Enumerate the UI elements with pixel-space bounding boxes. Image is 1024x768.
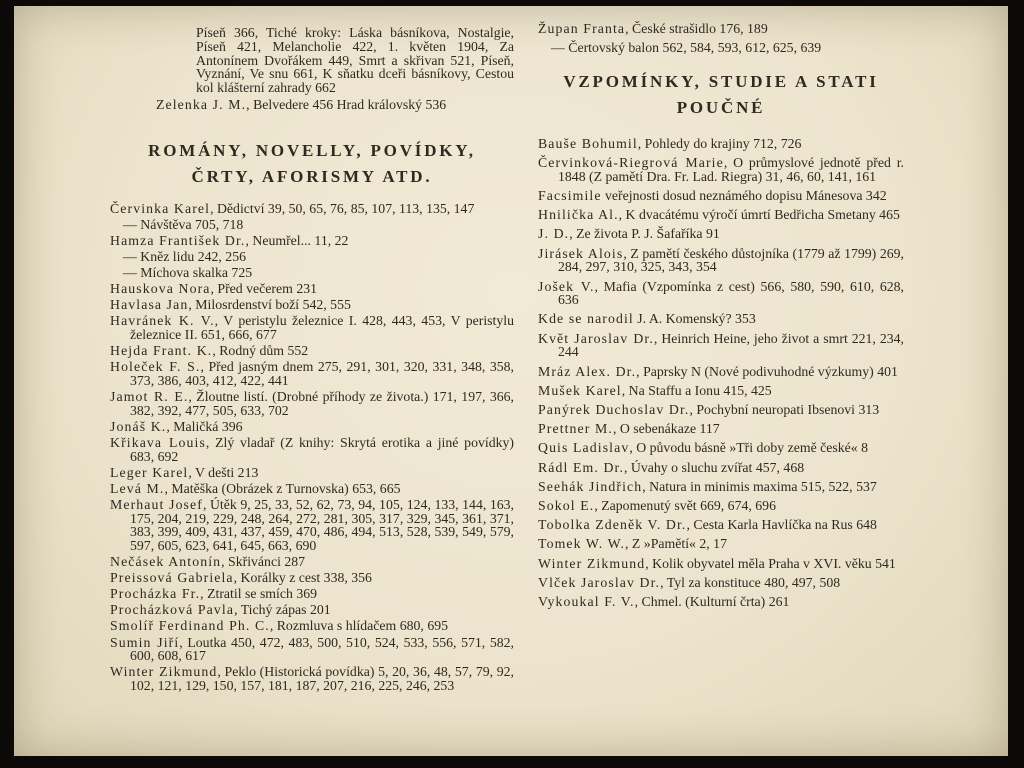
- entry-author: Leger Karel: [110, 464, 189, 480]
- entry-author: Župan Franta: [538, 21, 626, 36]
- index-entry: [110, 202, 514, 216]
- entry-author: Bauše Bohumil: [538, 135, 638, 151]
- entry-titles: , Belvedere 456 Hrad královský 536: [246, 96, 447, 112]
- left-pre-entries: [110, 98, 514, 112]
- entry-titles: , Před večerem 231: [210, 281, 318, 297]
- entry-author: Květ Jaroslav Dr.: [538, 330, 654, 346]
- entry-titles: , K dvacátému výročí úmrtí Bedřicha Smetany 465: [618, 207, 900, 223]
- entry-titles: — Návštěva 705, 718: [123, 216, 244, 232]
- index-entry: [110, 665, 514, 692]
- heading-line: POUČNÉ: [676, 97, 766, 117]
- entry-author: Hejda Frant. K.: [110, 343, 213, 359]
- right-column: [538, 22, 904, 614]
- entry-author: Hauskova Nora: [110, 281, 211, 297]
- entry-titles: , Skřivánci 287: [221, 554, 306, 570]
- entry-author: Merhaut Josef: [110, 496, 203, 512]
- index-entry: [538, 365, 904, 379]
- section-heading-romany: [110, 138, 514, 190]
- entry-author: Jonáš K.: [110, 418, 167, 434]
- index-entry: [123, 218, 514, 232]
- index-entry: [110, 436, 514, 463]
- index-entry: [110, 298, 514, 312]
- index-entry: [551, 41, 904, 55]
- index-entry: [156, 98, 514, 112]
- index-entry: [538, 461, 904, 475]
- index-entry: [538, 480, 904, 494]
- right-entry-list: [538, 137, 904, 609]
- entry-titles: , Ze života P. J. Šafaříka 91: [569, 226, 720, 242]
- entry-titles: , Heinrich Heine, jeho život a smrt 221, 234, 244: [558, 330, 904, 360]
- entry-titles: , Ztratil se smích 369: [200, 586, 318, 602]
- index-entry: [538, 576, 904, 590]
- entry-titles: , V dešti 213: [188, 464, 259, 480]
- index-entry: [110, 587, 514, 601]
- entry-titles: , Rozmluva s hlídačem 680, 695: [269, 618, 449, 634]
- entry-titles: , Neumřel... 11, 22: [245, 232, 349, 248]
- entry-author: Rádl Em. Dr.: [538, 459, 625, 475]
- index-entry: [538, 22, 904, 36]
- entry-author: Panýrek Duchoslav Dr.: [538, 401, 690, 417]
- entry-titles: , O původu básně »Tři doby země české« 8: [629, 440, 869, 456]
- entry-author: Winter Zikmund: [110, 664, 218, 680]
- index-entry: [110, 636, 514, 663]
- entry-titles: J. A. Komenský? 353: [633, 311, 756, 327]
- index-entry: [538, 156, 904, 183]
- entry-titles: , Tichý zápas 201: [234, 602, 331, 618]
- entry-titles: , Dědictví 39, 50, 65, 76, 85, 107, 113, 135, 147: [210, 200, 475, 216]
- index-entry: [110, 571, 514, 585]
- entry-author: Sokol E.: [538, 497, 595, 513]
- index-entry: [110, 619, 514, 633]
- heading-line: ROMÁNY, NOVELLY, POVÍDKY,: [148, 140, 476, 160]
- index-entry: [123, 266, 514, 280]
- entry-titles: , Pochybní neuropati Ibsenovi 313: [689, 401, 880, 417]
- entry-titles: , Pohledy do krajiny 712, 726: [637, 135, 802, 151]
- entry-titles: , Z »Pamětí« 2, 17: [625, 536, 727, 552]
- entry-titles: , Úvahy o sluchu zvířat 457, 468: [624, 459, 805, 475]
- index-entry: [110, 466, 514, 480]
- entry-titles: , Natura in minimis maxima 515, 522, 537: [642, 478, 877, 494]
- heading-line: ČRTY, AFORISMY ATD.: [191, 166, 433, 186]
- entry-titles: , Peklo (Historická povídka) 5, 20, 36, 48, 57, 79, 92, 102, 121, 129, 150, 157, 181, 187, 207, 216, 225, 246, 253: [130, 664, 514, 694]
- entry-author: Procházková Pavla: [110, 602, 235, 618]
- index-entry: [110, 498, 514, 553]
- entry-titles: , Z pamětí českého důstojníka (1779 až 1799) 269, 284, 297, 310, 325, 343, 354: [558, 245, 904, 275]
- entry-author: Havránek K. V.: [110, 313, 215, 329]
- left-column: [110, 22, 514, 695]
- entry-author: Sumin Jiří: [110, 634, 180, 650]
- entry-titles: , Korálky z cest 338, 356: [233, 570, 372, 586]
- entry-titles: veřejnosti dosud neznámého dopisu Mánesova 342: [601, 188, 887, 204]
- entry-titles: — Míchova skalka 725: [123, 265, 253, 281]
- entry-author: Nečásek Antonín: [110, 554, 222, 570]
- entry-titles: , Žloutne listí. (Drobné příhody ze života.) 171, 197, 366, 382, 392, 477, 505, 633, 702: [130, 389, 514, 418]
- entry-titles: , Cesta Karla Havlíčka na Rus 648: [686, 517, 877, 533]
- entry-author: Jošek V.: [538, 278, 595, 294]
- index-entry: [538, 403, 904, 417]
- entry-author: Smolíř Ferdinand Ph. C.: [110, 618, 270, 634]
- entry-titles: , Zapomenutý svět 669, 674, 696: [594, 497, 776, 513]
- index-entry: [538, 422, 904, 436]
- entry-author: Jirásek Alois: [538, 245, 624, 261]
- entry-author: Facsimile: [538, 188, 602, 204]
- entry-author: Jamot R. E.: [110, 389, 189, 405]
- entry-author: Hamza František Dr.: [110, 232, 246, 248]
- entry-titles: — Kněz lidu 242, 256: [123, 248, 247, 264]
- index-entry: [538, 312, 904, 326]
- entry-titles: , Mafia (Vzpomínka z cest) 566, 580, 590, 610, 628, 636: [558, 278, 905, 308]
- index-entry: [538, 441, 904, 455]
- entry-author: Holeček F. S.: [110, 359, 201, 375]
- index-entry: [110, 555, 514, 569]
- index-entry: [538, 137, 904, 151]
- entry-titles: , Rodný dům 552: [212, 343, 309, 359]
- entry-titles: , Zlý vladař (Z knihy: Skrytá erotika a jiné povídky) 683, 692: [130, 434, 514, 464]
- entry-titles: , O sebenákaze 117: [612, 421, 720, 437]
- index-entry: [110, 234, 514, 248]
- entry-titles: , O průmyslové jednotě před r. 1848 (Z pamětí Dra. Fr. Lad. Riegra) 31, 46, 60, 141, 161: [558, 155, 904, 184]
- index-entry: [538, 332, 904, 359]
- index-entry: [110, 344, 514, 358]
- entry-titles: — Čertovský balon 562, 584, 593, 612, 625, 639: [551, 40, 822, 56]
- entry-author: Havlasa Jan: [110, 297, 189, 313]
- index-entry: [538, 227, 904, 241]
- entry-titles: , Na Staffu a Ionu 415, 425: [621, 382, 772, 398]
- entry-author: Křikava Louis: [110, 434, 206, 450]
- entry-titles: , V peristylu železnice I. 428, 443, 453, V peristylu železnice II. 651, 666, 677: [130, 313, 514, 343]
- entry-author: Hnilička Al.: [538, 207, 619, 223]
- entry-titles: , Paprsky N (Nové podivuhodné výzkumy) 401: [636, 363, 898, 379]
- index-entry: [538, 557, 904, 571]
- index-entry: [123, 250, 514, 264]
- index-entry: [110, 420, 514, 434]
- entry-author: Winter Zikmund: [538, 555, 646, 571]
- index-entry: [110, 314, 514, 341]
- index-entry: [538, 208, 904, 222]
- index-entry: [110, 360, 514, 387]
- index-entry: [538, 595, 904, 609]
- entry-author: Preissová Gabriela: [110, 570, 234, 586]
- entry-titles: , Loutka 450, 472, 483, 500, 510, 524, 533, 556, 571, 582, 600, 608, 617: [130, 634, 514, 664]
- entry-author: Červinka Karel: [110, 200, 211, 216]
- index-entry: [110, 390, 514, 417]
- entry-author: Vykoukal F. V.: [538, 593, 635, 609]
- section-heading-vzpominky: [538, 69, 904, 121]
- entry-author: Levá M.: [110, 480, 165, 496]
- entry-author: Tomek W. W.: [538, 536, 626, 552]
- entry-titles: , České strašidlo 176, 189: [625, 21, 768, 36]
- index-entry: [110, 603, 514, 617]
- entry-author: Zelenka J. M.: [156, 96, 247, 112]
- entry-titles: , Útěk 9, 25, 33, 52, 62, 73, 94, 105, 124, 133, 144, 163, 175, 204, 219, 229, 248, 264, 272, 281, 305, 317, 329, 345, 361, 371, 383, 399, 409, 431, 437, 459, 470, 486, 494, 513, 528, 539, 549, 579, 597, 605, 623, 641, 645, 663, 690: [130, 496, 514, 554]
- index-entry: [538, 499, 904, 513]
- entry-author: Červinková-Riegrová Marie: [538, 155, 724, 171]
- index-entry: [538, 247, 904, 274]
- entry-author: Procházka Fr.: [110, 586, 201, 602]
- heading-line: VZPOMÍNKY, STUDIE A STATI: [563, 71, 879, 91]
- carryover-text: Píseň 366, Tiché kroky: Láska básníkova, Nostalgie, Píseň 421, Melancholie 422, 1. květen 1904, Za Antonínem Dvořákem 449, Smrt a skřivan 521, Píseň, Vyznání, Ve snu 661, K sňatku dceři básníkovy, Cestou kol klášterní zahrady 662: [196, 25, 514, 96]
- entry-author: Mušek Karel: [538, 382, 622, 398]
- index-entry: [538, 518, 904, 532]
- entry-titles: , Milosrdenství boží 542, 555: [188, 297, 351, 313]
- entry-titles: , Kolik obyvatel měla Praha v XVI. věku 541: [645, 555, 896, 571]
- entry-author: J. D.: [538, 226, 570, 242]
- entry-titles: , Matěška (Obrázek z Turnovska) 653, 665: [164, 480, 401, 496]
- entry-author: Kde se narodil: [538, 311, 634, 327]
- entry-author: Vlček Jaroslav Dr.: [538, 574, 661, 590]
- scanned-page: [14, 6, 1008, 756]
- entry-titles: , Tyl za konstituce 480, 497, 508: [660, 574, 841, 590]
- entry-author: Mráz Alex. Dr.: [538, 363, 637, 379]
- entry-author: Seehák Jindřich: [538, 478, 643, 494]
- entry-titles: , Před jasným dnem 275, 291, 301, 320, 331, 348, 358, 373, 386, 403, 412, 422, 441: [130, 359, 514, 388]
- left-entry-list: [110, 202, 514, 693]
- index-entry: [538, 280, 904, 307]
- index-entry: [110, 282, 514, 296]
- index-entry: [538, 384, 904, 398]
- entry-author: Prettner M.: [538, 421, 613, 437]
- entry-titles: , Chmel. (Kulturní črta) 261: [634, 593, 790, 609]
- index-entry: [110, 482, 514, 496]
- entry-author: Tobolka Zdeněk V. Dr.: [538, 517, 687, 533]
- entry-author: Quis Ladislav: [538, 440, 630, 456]
- entry-titles: , Maličká 396: [166, 418, 243, 434]
- index-entry: [538, 189, 904, 203]
- right-pre-entries: [538, 22, 904, 55]
- index-entry: [538, 537, 904, 551]
